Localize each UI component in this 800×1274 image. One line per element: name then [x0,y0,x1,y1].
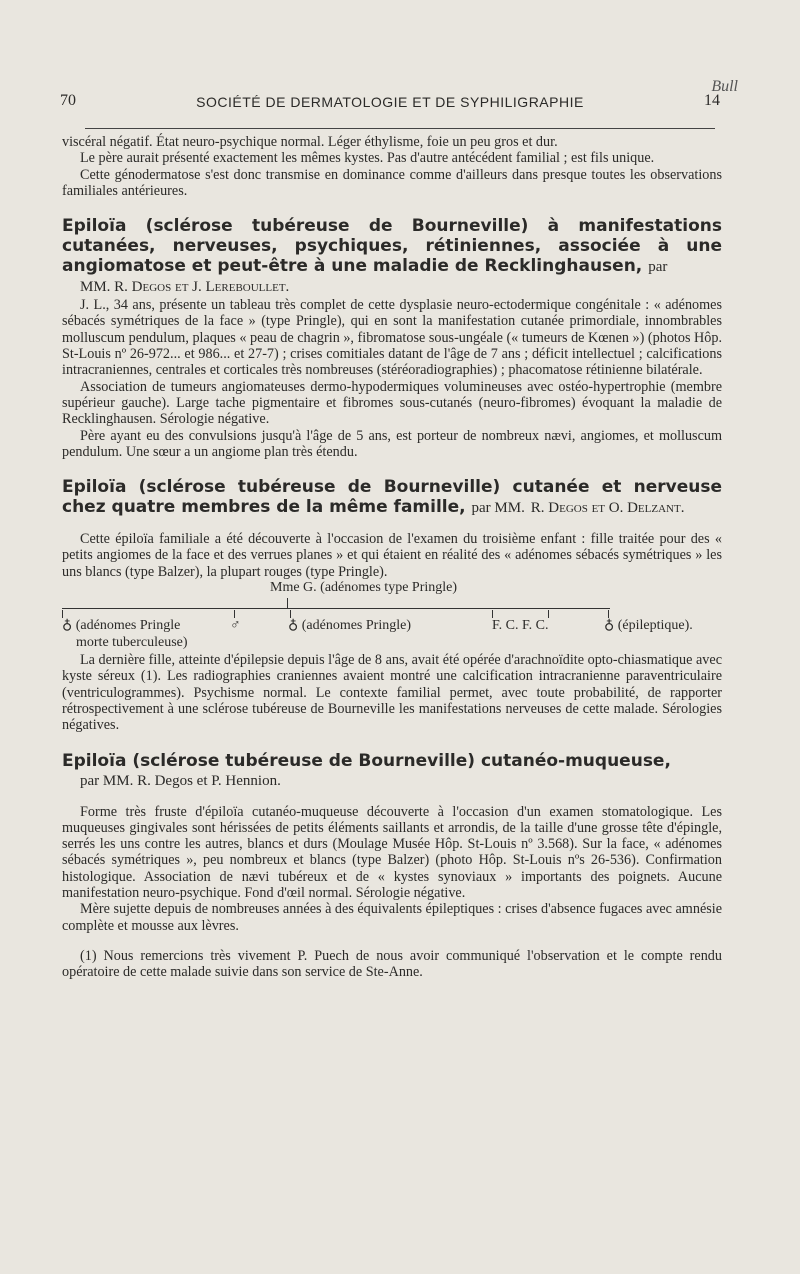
section-authors: MM. R. Degos et J. Lereboullet. [80,279,290,296]
section-title: Epiloïa (sclérose tubéreuse de Bourneville) cutanéo-muqueuse, [62,750,671,771]
pedigree-child: ♁ (adénomes Pringle) [288,618,411,634]
body-paragraph: Forme très fruste d'épiloïa cutanéo-muqueuse découverte à l'occasion d'un examen stomatologique. Les muqueuses gingivales sont hérissées de petits éléments saillants et arrondis, de la taille d'une grosse tête d'épingle, serrés les uns contre les autres, blancs et durs (Moulage Musée Hôp. St-Louis nº 3.568). Sur la face, « adénomes sébacés symétriques », peu nombreux et blancs (type Balzer) (photo Hôp. St-Louis nºs 26-536). Confirmation histologique. Association de nævi tubéreux et de « kystes synoviaux » importants des poignets. Aucune manifestation neuro-psychique. Fond d'œil normal. Sérologie négative. [62,803,722,902]
body-paragraph: Association de tumeurs angiomateuses dermo-hypodermiques volumineuses avec ostéo-hypertrophie (membre supérieur gauche). Large tache pigmentaire et fibromes sous-cutanés (neuro-fibromes) évoquant la maladie de Recklinghausen. Sérologie négative. [62,378,722,428]
pedigree-child: ♂ [230,618,241,634]
footnote: (1) Nous remercions très vivement P. Puech de nous avoir communiqué l'observation et le compte rendu opératoire de cette malade suivie dans son service de Ste-Anne. [62,947,722,981]
section-heading [62,477,722,518]
header-rule [85,128,715,129]
section-authors: par MM. R. Degos et P. Hennion. [80,772,281,789]
pedigree-line [62,608,610,609]
body-paragraph: La dernière fille, atteinte d'épilepsie depuis l'âge de 8 ans, avait été opérée d'arachnoïdite opto-chiasmatique avec kyste séreux (1). Les radiographies craniennes avaient montré une calcification intracranienne paraventriculaire (ventriculogrammes). Psychisme normal. Le contexte familial permet, avec toute probabilité, de rapporter rétrospectivement à une sclérose tubéreuse de Bourneville les manifestations nerveuses de cette malade. Sérologies négatives. [62,652,722,734]
page-number: 70 [60,92,76,109]
pencil-number: 14 [704,92,720,109]
authors-prefix: par MM. [471,500,525,517]
pedigree-child: ♁ (adénomes Pringle [62,618,181,634]
intro-paragraph: Cette génodermatose s'est donc transmise en dominance comme d'ailleurs dans presque toutes les observations familiales antérieures. [62,166,722,199]
running-header [60,92,720,116]
body-paragraph: Mère sujette depuis de nombreuses années à des équivalents épileptiques : crises d'absence fugaces avec amnésie complète et mousse aux lèvres. [62,901,722,934]
section-title: Epiloïa (sclérose tubéreuse de Bourneville) à manifestations cutanées, nerveuses, psychiques, rétiniennes, associée à une angiomatose et peut-être à une maladie de Recklinghausen, [62,216,722,277]
family-pedigree [62,580,722,652]
section-title: Epiloïa (sclérose tubéreuse de Bourneville) cutanée et nerveuse chez quatre membres de la même famille, [62,477,722,518]
pedigree-child: ♁ (épileptique). [604,618,693,634]
handwritten-annotation: Bull [711,78,738,95]
article-body [62,134,722,981]
running-title: SOCIÉTÉ DE DERMATOLOGIE ET DE SYPHILIGRAPHIE [196,94,584,110]
pedigree-child: F. C. F. C. [492,618,549,634]
section-authors: R. Degos et O. Delzant. [530,500,685,517]
section-heading [62,216,722,277]
pedigree-mother: Mme G. (adénomes type Pringle) [270,580,458,596]
intro-paragraph: viscéral négatif. État neuro-psychique normal. Léger éthylisme, foie un peu gros et dur. [62,134,558,150]
intro-paragraph: Le père aurait présenté exactement les mêmes kystes. Pas d'autre antécédent familial ; est fils unique. [80,150,655,167]
body-paragraph: J. L., 34 ans, présente un tableau très complet de cette dysplasie neuro-ectodermique congénitale : « adénomes sébacés symétriques de la face » (type Pringle), qui en sont la manifestation cutanée primordiale, innombrables molluscum pendulum, plaques « peau de chagrin », fibromatose sous-ungéale (« tumeurs de Kœnen ») (photos Hôp. St-Louis nº 26-972... et 986... et 27-7) ; crises comitiales datant de l'âge de 7 ans ; déficit intellectuel ; calcifications intracraniennes, centrales et corticales très nombreuses (stéréoradiographies) ; phacomatose rétinienne bilatérale. [62,297,722,379]
authors-prefix: par [648,259,668,276]
pedigree-child-note: morte tuberculeuse) [76,635,188,651]
body-paragraph: Cette épiloïa familiale a été découverte à l'occasion de l'examen du troisième enfant : fille traitée pour des « petits angiomes de la face et des verrues planes » et qui étaient en réalité des « adénomes sébacés symétriques » les uns blancs (type Balzer), la plupart rouges (type Pringle). [62,531,722,580]
body-paragraph: Père ayant eu des convulsions jusqu'à l'âge de 5 ans, est porteur de nombreux nævi, angiomes, et molluscum pendulum. Une sœur a un angiome plan très étendu. [62,427,722,460]
section-heading [62,751,722,771]
